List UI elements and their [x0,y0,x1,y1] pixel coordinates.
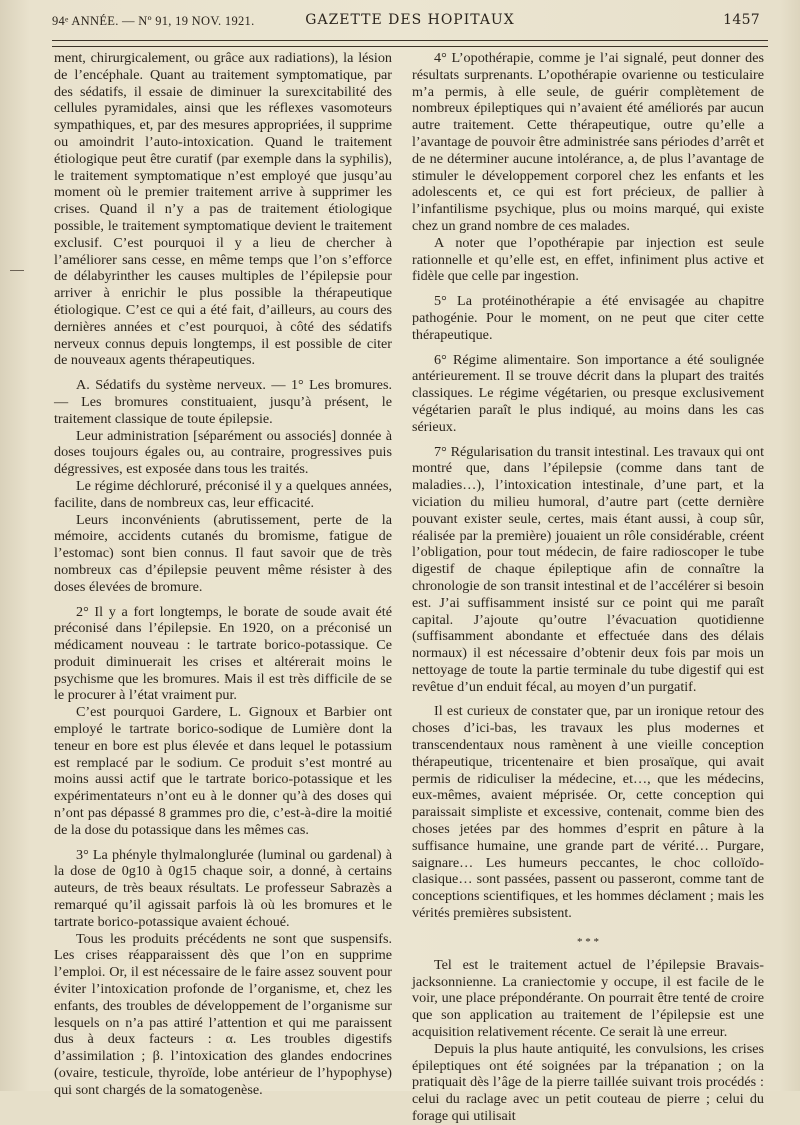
journal-title: GAZETTE DES HOPITAUX [305,12,515,28]
paragraph: Tel est le traitement actuel de l’épilepsie Bravais-jacksonnienne. La craniectomie y occupe, il est facile de le voir, une place prépondérante. On pourrait être tenté de croire que son application au traitement de l’épilepsie est une acquisition relativement récente. Ce serait là une erreur. [412,956,764,1041]
page-number: 1457 [723,12,760,28]
page-header [52,12,768,36]
paragraph: A noter que l’opothérapie par injection est seule rationnelle et qu’elle est, en effet, infiniment plus active et fidèle que celle par ingestion. [412,234,764,285]
paragraph: 7° Régularisation du transit intestinal. Les travaux qui ont montré que, dans l’épilepsie (comme dans tant de maladies…), l’intoxication intestinale, d’une part, et la viciation du milieu humoral, d’autre part (cette dernière pouvant exister seule, certes, mais étant aussi, à coup sûr, réalisée par la première) jouaient un rôle considérable, créent l’obligation, pour tout médecin, de faire radioscoper le tube digestif de chaque épileptique afin de connaître la chronologie de son transit intestinal et de l’accélérer si besoin est. J’ai suffisamment insisté sur ce point qui me paraît capital. J’ajoute qu’outre l’évacuation quotidienne (suffisamment abondante et effectuée dans des délais normaux) il est nécessaire d’obtenir deux fois par mois un nettoyage de toute la partie terminale du tube digestif qui est revêtue d’un enduit fécal, au moyen d’un purgatif. [412,443,764,695]
paragraph: Leur administration [séparément ou associés] donnée à doses toujours égales ou, au contraire, progressives puis dégressives, est exposée dans tous les traités. [54,427,392,478]
paragraph: Depuis la plus haute antiquité, les convulsions, les crises épileptiques ont été soignées par la trépanation ; on la pratiquait dès l’âge de la pierre taillée suivant trois procédés : celui du raclage avec un petit couteau de pierre ; celui du forage qui utilisait [412,1040,764,1125]
paragraph: ment, chirurgicalement, ou grâce aux radiations), la lésion de l’encéphale. Quant au traitement symptomatique, par des sédatifs, il essaie de diminuer la surexcitabilité des cellules pyramidales, ainsi que les réflexes vasomoteurs sympathiques, et, par des mesures appropriées, il supprime ou amoindrit l’auto-intoxication. Quand le traitement étiologique peut être curatif (par exemple dans la syphilis), le traitement symptomatique n’est employé que jusqu’au moment où le premier traitement arrive à supprimer les crises. Quand il n’y a pas de traitement étiologique possible, le traitement symptomatique devient le traitement exclusif. C’est pourquoi il y a lieu de chercher à l’améliorer sans cesse, en même temps que l’on s’efforce de délabyrinther les causes multiples de l’épilepsie pour arriver à enrichir le plus possible la thérapeutique étiologique. C’est ce qui a été fait, d’ailleurs, au cours des dernières années et c’est pourquoi, à côté des sédatifs nerveux connus depuis longtemps, il est possible de citer de nouveaux agents thérapeutiques. [54,50,392,369]
left-column [54,50,392,1099]
paragraph: A. Sédatifs du système nerveux. — 1° Les bromures. — Les bromures constituaient, jusqu’à présent, le traitement classique de toute épilepsie. [54,377,392,427]
paragraph: Leurs inconvénients (abrutissement, perte de la mémoire, accidents cutanés du bromisme, fatigue de l’estomac) sont bien connus. Il faut savoir que de très nombreux cas d’épilepsie peuvent même résister à des doses élevées de bromure. [54,511,392,595]
section-separator: * * * [577,935,599,948]
margin-mark [10,270,24,271]
paragraph: 3° La phényle thylmalonglurée (luminal ou gardenal) à la dose de 0g10 à 0g15 chaque soir, a donné, à certains auteurs, de très beaux résultats. Le professeur Sabrazès a remarqué qu’il agissait parfois là où les bromures et le tartrate borico-potassique avaient échoué. [54,846,392,930]
right-column [412,50,764,1125]
paragraph: 6° Régime alimentaire. Son importance a été soulignée antérieurement. Il se trouve décrit dans la plupart des traités classiques. Le régime végétarien, ou presque exclusivement végétarien paraît le plus indiqué, au moins dans les cas sérieux. [412,351,764,435]
paragraph: C’est pourquoi Gardere, L. Gignoux et Barbier ont employé le tartrate borico-sodique de Lumière dont la teneur en bore est plus élevée et dans lequel le potassium est remplacé par le sodium. Ce produit s’est montré au moins aussi actif que le tartrate borico-potassique et les expérimentateurs n’ont eu à le donner qu’à des doses qui n’ont pas dépassé 8 grammes pro die, c’est-à-dire la moitié de la dose du potassique dans les mêmes cas. [54,704,392,838]
paragraph: Tous les produits précédents ne sont que suspensifs. Les crises réapparaissent dès que l’on en supprime l’emploi. Or, il est nécessaire de le faire assez souvent pour éviter l’intoxication profonde de l’organisme, et, chez les enfants, des troubles de développement de l’organisme sur lesquels on n’a pas attiré l’attention et qui me paraissent dus à deux facteurs : α. Les troubles digestifs d’assimilation ; β. l’intoxication des glandes endocrines (ovaire, testicule, thyroïde, lobe antérieur de l’hypophyse) qui sont chargés de la somatogenèse. [54,930,392,1098]
paragraph: 2° Il y a fort longtemps, le borate de soude avait été préconisé dans l’épilepsie. En 1920, on a préconisé un médicament nouveau : le tartrate borico-potassique. Ce produit diminuerait les crises et altérerait moins le psychisme que les bromures. Mais il est très difficile de se le procurer à l’état vraiment pur. [54,603,392,704]
paragraph: Le régime déchloruré, préconisé il y a quelques années, facilite, dans de nombreux cas, leur efficacité. [54,477,392,511]
paragraph: Il est curieux de constater que, par un ironique retour des choses d’ici-bas, les travaux les plus modernes et transcendentaux nous ramènent à une vieille conception thérapeutique, tricentenaire et bien prosaïque, qui avait permis de ridiculiser la médecine, et…, que les médecins, eux-mêmes, avaient méprisée. Or, cette conception qui paraissait simpliste et excessive, contenait, comme bien des choses jetées par des hommes d’esprit en pâture à la suffisance humaine, une grande part de vérité… Purgare, saignare… Les humeurs peccantes, le choc colloïdo-clasique… sont passées, passent ou passeront, comme tant de conceptions scientifiques, et les hommes déclament ; mais les vérités premières subsistent. [412,703,764,922]
issue-info: 94ᵉ ANNÉE. — Nº 91, 19 NOV. 1921. [52,14,255,28]
header-rule [52,40,768,47]
paragraph: 5° La protéinothérapie a été envisagée au chapitre pathogénie. Pour le moment, on ne peut que citer cette thérapeutique. [412,293,764,343]
paragraph: 4° L’opothérapie, comme je l’ai signalé, peut donner des résultats surprenants. L’opothérapie ovarienne ou testiculaire m’a permis, à elle seule, de guérir complètement de nombreux épileptiques qui n’avaient été améliorés par aucun autre traitement. Cette thérapeutique, outre qu’elle a l’avantage de pouvoir être administrée sans périodes d’arrêt et de ne déterminer aucune intolérance, a, de plus l’avantage de stimuler le développement corporel chez les enfants et les adolescents et, ce qui est fort précieux, de pallier à l’infantilisme psychique, plus ou moins marqué, qui existe chez un grand nombre de ces malades. [412,50,764,234]
